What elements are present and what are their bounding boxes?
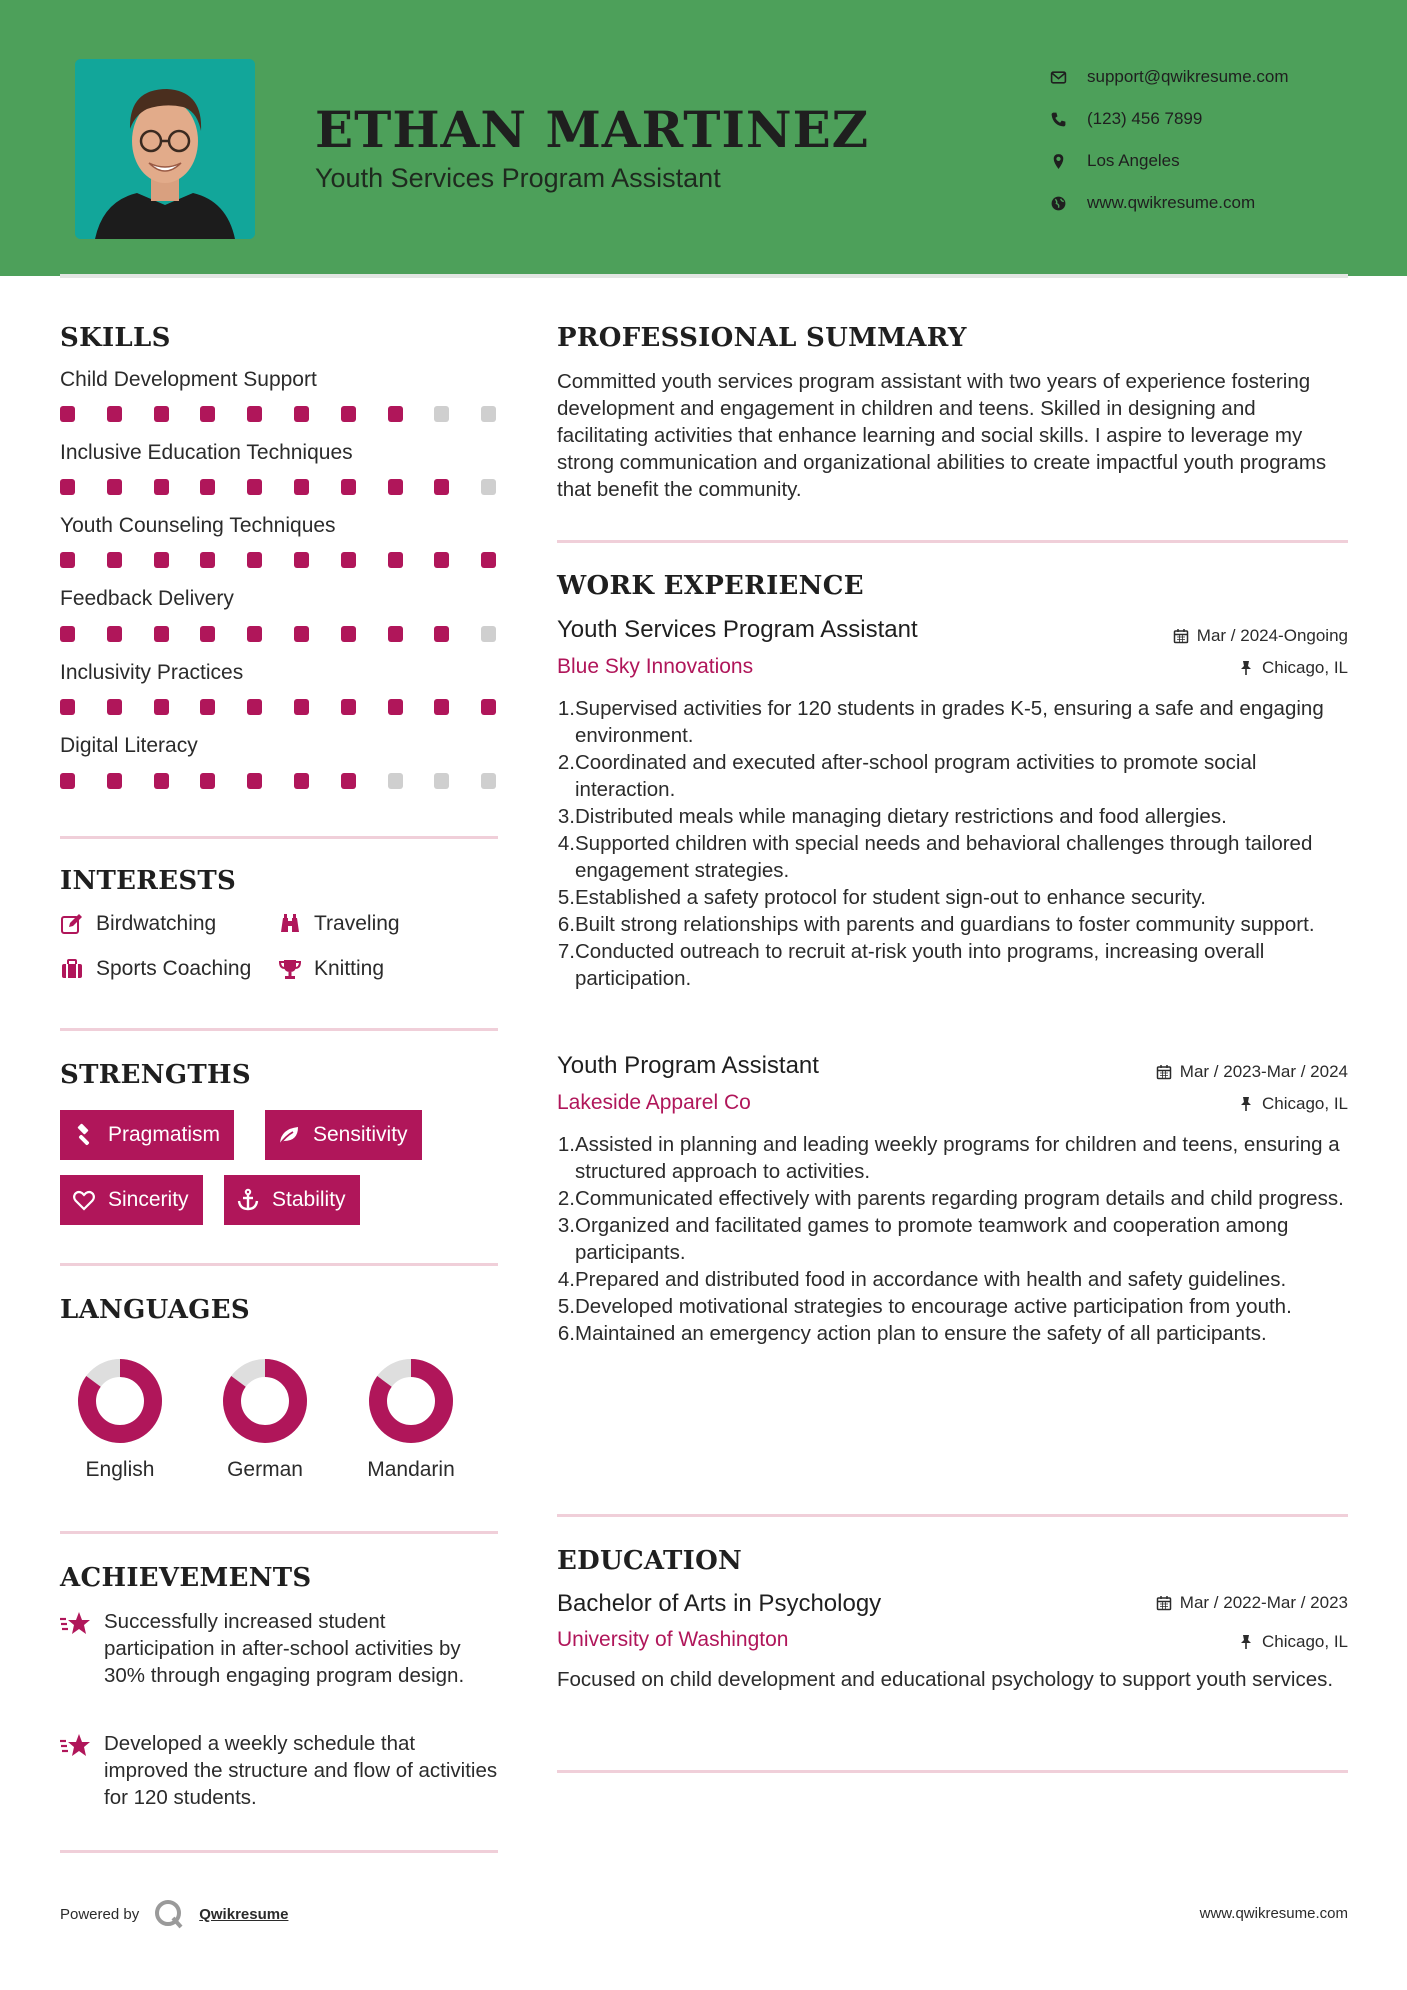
skill-dot — [200, 626, 215, 642]
interest-label: Traveling — [314, 912, 400, 935]
job-location-text: Chicago, IL — [1262, 658, 1348, 677]
calendar-icon — [1173, 628, 1189, 644]
skill-name: Digital Literacy — [60, 734, 198, 757]
skills-title: SKILLS — [60, 323, 171, 353]
skill-dot — [294, 773, 309, 789]
contact-location — [1050, 140, 1289, 182]
job-dates-text: Mar / 2024-Ongoing — [1196, 626, 1348, 645]
skill-dot — [481, 552, 496, 568]
profile-photo — [75, 59, 255, 239]
skill-dot — [154, 552, 169, 568]
skill-dot — [294, 699, 309, 715]
skill-dot — [200, 552, 215, 568]
contact-phone-text: (123) 456 7899 — [1087, 109, 1203, 128]
star-award-icon — [60, 1732, 92, 1760]
skill-dot — [434, 773, 449, 789]
contact-email[interactable] — [1050, 56, 1289, 98]
trophy-icon — [278, 957, 302, 981]
skill-dot — [200, 773, 215, 789]
bullet-text: Developed motivational strategies to encourage active participation from youth. — [575, 1295, 1292, 1318]
bullet-text: Distributed meals while managing dietary restrictions and food allergies. — [575, 805, 1227, 828]
contact-location-text: Los Angeles — [1087, 151, 1180, 170]
skill-dot — [294, 552, 309, 568]
pushpin-icon — [1238, 660, 1254, 676]
bullet-number: 2. — [557, 1187, 575, 1210]
achievement-text: Successfully increased student participation in after-school activities by 30% through engaging program design. — [104, 1610, 465, 1687]
skill-rating — [60, 479, 500, 495]
leaf-icon — [277, 1123, 301, 1147]
school-name: University of Washington — [557, 1628, 789, 1651]
section-divider — [60, 1028, 498, 1031]
bullet-number: 5. — [557, 886, 575, 909]
job-location-text: Chicago, IL — [1262, 1094, 1348, 1113]
strength-label: Sincerity — [108, 1188, 189, 1211]
education-location — [1238, 1632, 1348, 1652]
job-bullet — [557, 911, 1357, 938]
skill-rating — [60, 699, 500, 715]
strength-badge — [60, 1175, 203, 1225]
section-divider — [60, 1531, 498, 1534]
skill-dot — [341, 699, 356, 715]
skill-dot — [388, 479, 403, 495]
skill-rating — [60, 552, 500, 568]
qwikresume-logo-icon — [153, 1898, 185, 1930]
brand-link[interactable]: Qwikresume — [199, 1905, 289, 1923]
language-ring — [75, 1356, 165, 1446]
bullet-text: Organized and facilitated games to promote teamwork and cooperation among participants. — [575, 1214, 1289, 1264]
strength-badge — [224, 1175, 360, 1225]
anchor-icon — [236, 1188, 260, 1212]
map-pin-icon — [1050, 153, 1067, 170]
education-dates-text: Mar / 2022-Mar / 2023 — [1179, 1593, 1348, 1612]
bullet-number: 3. — [557, 1214, 575, 1237]
contact-website-text: www.qwikresume.com — [1087, 193, 1256, 212]
achievement-text: Developed a weekly schedule that improved the structure and flow of activities for 120 students. — [104, 1732, 498, 1809]
skill-dot — [107, 699, 122, 715]
strength-label: Pragmatism — [108, 1123, 221, 1146]
education-location-text: Chicago, IL — [1262, 1632, 1348, 1651]
education-dates — [1156, 1593, 1348, 1613]
language-ring — [220, 1356, 310, 1446]
footer-powered-by — [60, 1898, 288, 1930]
summary-title: PROFESSIONAL SUMMARY — [557, 323, 967, 353]
strength-badge — [60, 1110, 234, 1160]
skill-dot — [341, 773, 356, 789]
strength-badge — [265, 1110, 422, 1160]
skill-name: Youth Counseling Techniques — [60, 514, 336, 537]
bullet-text: Conducted outreach to recruit at-risk youth into programs, increasing overall participation. — [575, 940, 1265, 990]
skill-dot — [341, 479, 356, 495]
skill-dot — [481, 479, 496, 495]
bullet-number: 6. — [557, 1322, 575, 1345]
language-item — [65, 1356, 175, 1482]
job-bullet — [557, 749, 1357, 803]
powered-by-label: Powered by — [60, 1905, 140, 1923]
section-divider — [557, 540, 1348, 543]
skill-dot — [107, 626, 122, 642]
skill-dot — [60, 773, 75, 789]
job-bullets — [557, 695, 1357, 992]
skill-name: Inclusivity Practices — [60, 661, 244, 684]
skill-dot — [294, 406, 309, 422]
skill-dot — [60, 699, 75, 715]
summary-text: Committed youth services program assistant with two years of experience fostering development and engagement in children and teens. Skilled in designing and facilitating activities that enhance learning and social skills. I aspire to leverage my strong communication and organizational abilities to create impactful youth programs that benefit the community. — [557, 370, 1327, 501]
skill-dot — [154, 479, 169, 495]
skill-rating — [60, 626, 500, 642]
job-location — [1238, 1094, 1348, 1114]
company-name: Lakeside Apparel Co — [557, 1091, 751, 1114]
education-description: Focused on child development and educational psychology to support youth services. — [557, 1668, 1334, 1691]
pencil-square-icon — [60, 912, 84, 936]
bullet-number: 1. — [557, 1133, 575, 1156]
header-divider — [60, 274, 1348, 278]
job-bullet — [557, 884, 1357, 911]
contact-phone[interactable] — [1050, 98, 1289, 140]
job-dates — [1173, 626, 1348, 646]
job-title: Youth Services Program Assistant — [557, 616, 918, 643]
bullet-number: 1. — [557, 697, 575, 720]
skill-dot — [434, 479, 449, 495]
interest-item — [278, 957, 384, 981]
bullet-number: 2. — [557, 751, 575, 774]
section-divider — [557, 1514, 1348, 1517]
language-label: German — [227, 1458, 303, 1481]
job-bullets — [557, 1131, 1357, 1347]
skill-rating — [60, 406, 500, 422]
briefcase-icon — [60, 957, 84, 981]
skill-dot — [434, 406, 449, 422]
skill-dot — [60, 552, 75, 568]
skill-dot — [481, 406, 496, 422]
bullet-number: 4. — [557, 832, 575, 855]
skill-dot — [481, 626, 496, 642]
calendar-icon — [1156, 1064, 1172, 1080]
bullet-text: Prepared and distributed food in accordance with health and safety guidelines. — [575, 1268, 1287, 1291]
job-bullet — [557, 1212, 1357, 1266]
skill-dot — [388, 406, 403, 422]
language-label: English — [85, 1458, 155, 1481]
skill-dot — [434, 626, 449, 642]
skill-dot — [481, 773, 496, 789]
contact-block — [1050, 56, 1289, 224]
star-award-icon — [60, 1610, 92, 1638]
section-divider — [60, 836, 498, 839]
language-ring — [366, 1356, 456, 1446]
skill-dot — [154, 773, 169, 789]
skill-dot — [388, 626, 403, 642]
skill-dot — [434, 699, 449, 715]
bullet-text: Communicated effectively with parents regarding program details and child progress. — [575, 1187, 1344, 1210]
skill-dot — [247, 479, 262, 495]
candidate-name: ETHAN MARTINEZ — [315, 100, 870, 159]
section-divider — [557, 1770, 1348, 1773]
skill-dot — [294, 626, 309, 642]
footer-website[interactable]: www.qwikresume.com — [1199, 1905, 1348, 1922]
job-bullet — [557, 803, 1357, 830]
interest-item — [278, 912, 400, 936]
bullet-number: 5. — [557, 1295, 575, 1318]
skill-dot — [247, 626, 262, 642]
bullet-number: 3. — [557, 805, 575, 828]
skill-dot — [434, 552, 449, 568]
globe-icon — [1050, 195, 1067, 212]
job-bullet — [557, 1320, 1357, 1347]
skill-dot — [341, 552, 356, 568]
skill-dot — [107, 406, 122, 422]
bullet-number: 4. — [557, 1268, 575, 1291]
language-label: Mandarin — [367, 1458, 455, 1481]
job-bullet — [557, 1293, 1357, 1320]
degree-title: Bachelor of Arts in Psychology — [557, 1590, 882, 1617]
gavel-icon — [72, 1123, 96, 1147]
bullet-text: Coordinated and executed after-school program activities to promote social interaction. — [575, 751, 1257, 801]
bullet-text: Supported children with special needs and behavioral challenges through tailored engagement strategies. — [575, 832, 1313, 882]
skill-dot — [154, 406, 169, 422]
interest-label: Knitting — [314, 957, 385, 980]
interest-label: Birdwatching — [96, 912, 217, 935]
bullet-text: Established a safety protocol for student sign-out to enhance security. — [575, 886, 1206, 909]
pushpin-icon — [1238, 1096, 1254, 1112]
skill-name: Inclusive Education Techniques — [60, 441, 353, 464]
job-bullet — [557, 938, 1357, 992]
skill-dot — [60, 406, 75, 422]
job-bullet — [557, 1185, 1357, 1212]
job-bullet — [557, 1266, 1357, 1293]
skill-dot — [341, 406, 356, 422]
strength-label: Stability — [272, 1188, 346, 1211]
skill-dot — [388, 552, 403, 568]
envelope-icon — [1050, 69, 1067, 86]
job-bullet — [557, 1131, 1357, 1185]
skill-dot — [200, 699, 215, 715]
skill-dot — [341, 626, 356, 642]
skill-dot — [200, 479, 215, 495]
skill-name: Feedback Delivery — [60, 587, 234, 610]
strength-label: Sensitivity — [313, 1123, 408, 1146]
skill-dot — [247, 773, 262, 789]
skill-dot — [200, 406, 215, 422]
bullet-text: Supervised activities for 120 students in grades K-5, ensuring a safe and engaging environment. — [575, 697, 1324, 747]
job-location — [1238, 658, 1348, 678]
section-divider — [60, 1850, 498, 1853]
skill-name: Child Development Support — [60, 368, 317, 391]
calendar-icon — [1156, 1595, 1172, 1611]
skill-dot — [107, 479, 122, 495]
language-item — [356, 1356, 466, 1482]
job-bullet — [557, 695, 1357, 749]
heart-icon — [72, 1188, 96, 1212]
strengths-title: STRENGTHS — [60, 1060, 251, 1090]
skill-dot — [60, 626, 75, 642]
bullet-text: Assisted in planning and leading weekly programs for children and teens, ensuring a structured approach to activities. — [575, 1133, 1340, 1183]
language-item — [210, 1356, 320, 1482]
skill-dot — [247, 699, 262, 715]
skill-dot — [294, 479, 309, 495]
skill-dot — [107, 552, 122, 568]
binoculars-icon — [278, 912, 302, 936]
achievements-title: ACHIEVEMENTS — [60, 1563, 312, 1593]
company-name: Blue Sky Innovations — [557, 655, 754, 678]
languages-title: LANGUAGES — [60, 1295, 250, 1325]
job-bullet — [557, 830, 1357, 884]
candidate-role: Youth Services Program Assistant — [315, 163, 721, 193]
section-divider — [60, 1263, 498, 1266]
job-dates — [1156, 1062, 1348, 1082]
education-title: EDUCATION — [557, 1546, 743, 1576]
contact-website[interactable] — [1050, 182, 1289, 224]
skill-dot — [154, 626, 169, 642]
skill-dot — [388, 699, 403, 715]
interest-label: Sports Coaching — [96, 957, 252, 980]
skill-dot — [107, 773, 122, 789]
bullet-text: Built strong relationships with parents and guardians to foster community support. — [575, 913, 1315, 936]
skill-dot — [60, 479, 75, 495]
job-title: Youth Program Assistant — [557, 1052, 819, 1079]
bullet-text: Maintained an emergency action plan to ensure the safety of all participants. — [575, 1322, 1267, 1345]
skill-dot — [247, 406, 262, 422]
job-dates-text: Mar / 2023-Mar / 2024 — [1179, 1062, 1348, 1081]
bullet-number: 7. — [557, 940, 575, 963]
achievement-item — [60, 1730, 500, 1811]
skill-dot — [247, 552, 262, 568]
experience-title: WORK EXPERIENCE — [557, 571, 864, 601]
skill-dot — [481, 699, 496, 715]
bullet-number: 6. — [557, 913, 575, 936]
achievement-item — [60, 1608, 500, 1689]
interests-title: INTERESTS — [60, 866, 237, 896]
interest-item — [60, 912, 216, 936]
skill-dot — [154, 699, 169, 715]
skill-rating — [60, 773, 500, 789]
skill-dot — [388, 773, 403, 789]
contact-email-text: support@qwikresume.com — [1087, 67, 1289, 86]
pushpin-icon — [1238, 1634, 1254, 1650]
phone-icon — [1050, 111, 1067, 128]
interest-item — [60, 957, 251, 981]
